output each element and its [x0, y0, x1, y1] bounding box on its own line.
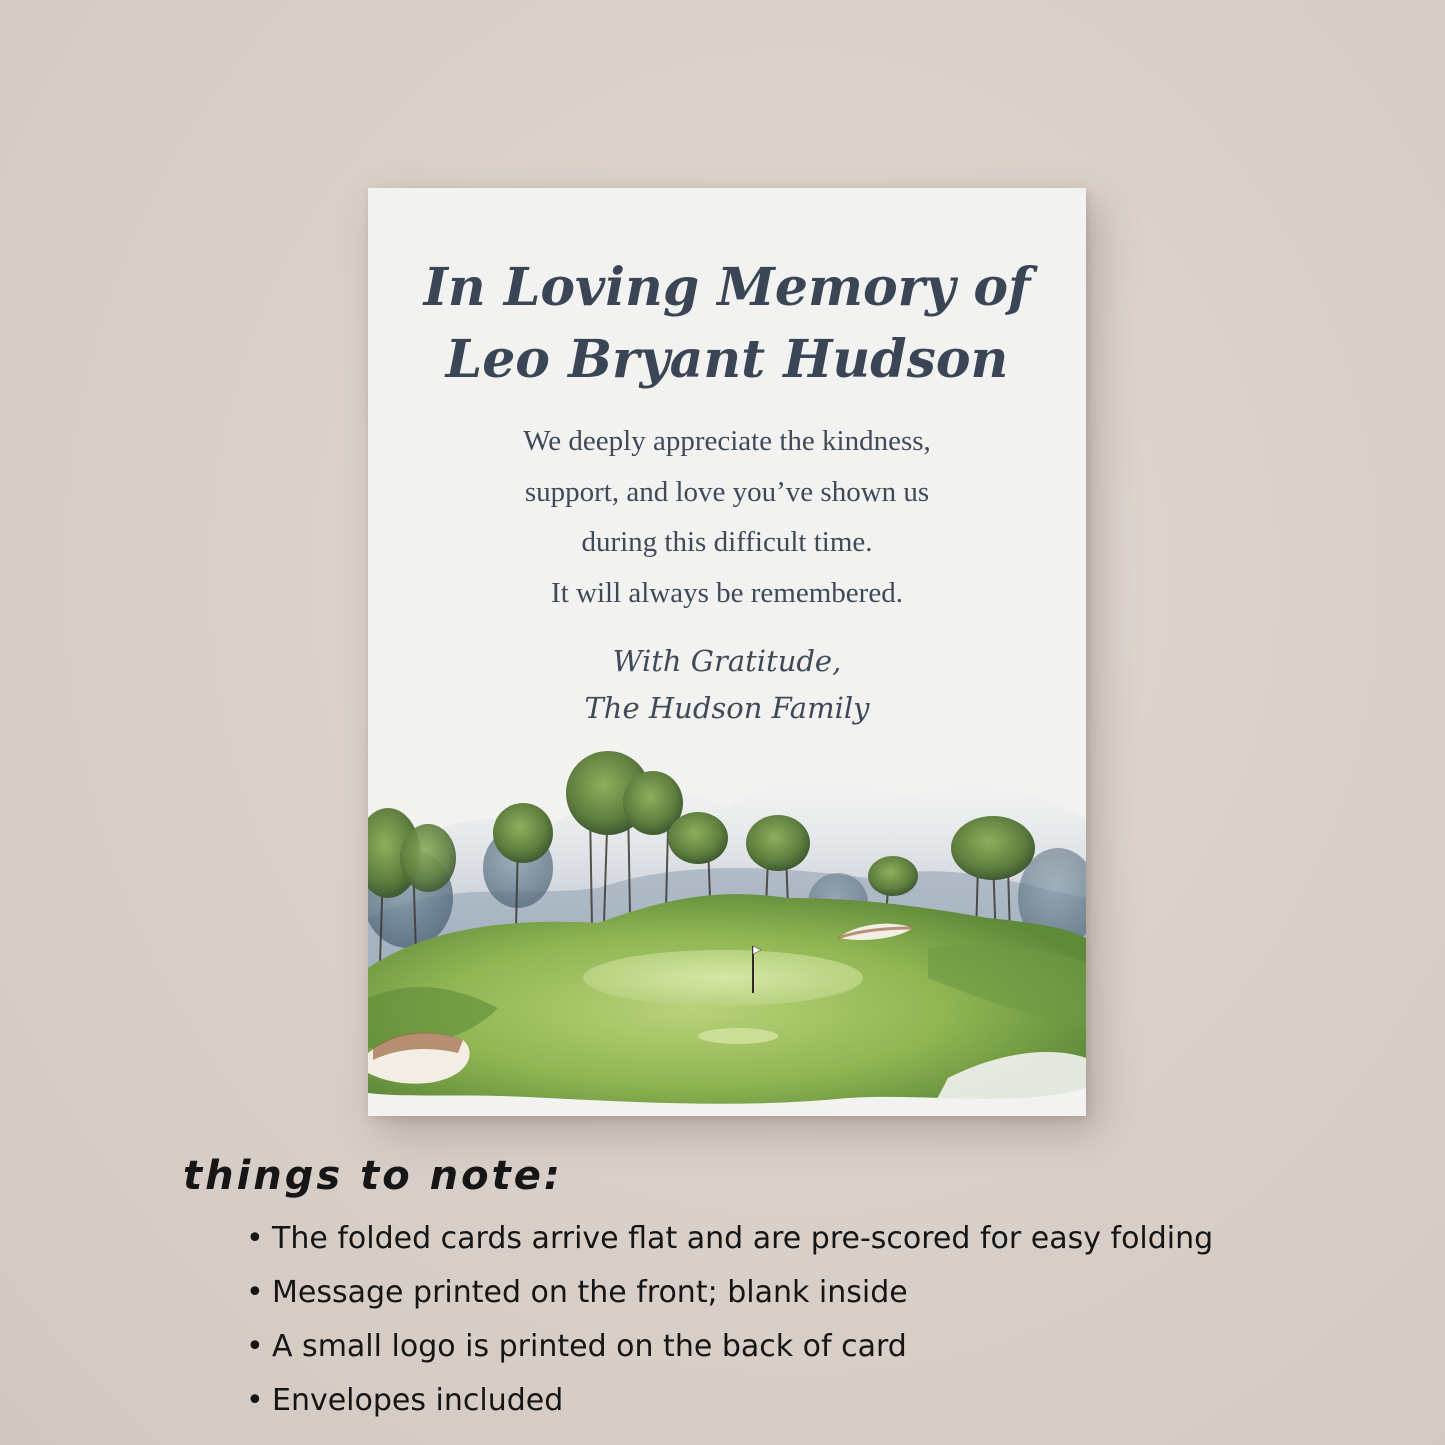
- list-item: [246, 1212, 1213, 1266]
- bullet-icon: •: [246, 1275, 264, 1310]
- list-item: [246, 1266, 1213, 1320]
- note-text: Message printed on the front; blank inside: [272, 1275, 908, 1310]
- card-title-name: Leo Bryant Hudson: [445, 329, 1009, 390]
- notes-heading: things to note:: [183, 1153, 563, 1199]
- card-message-line: during this difficult time.: [581, 526, 873, 558]
- golf-course-watercolor: [368, 748, 1086, 1116]
- memorial-card: [368, 188, 1086, 1116]
- note-text: Envelopes included: [272, 1383, 564, 1418]
- card-signoff-family: The Hudson Family: [584, 691, 870, 725]
- card-title: [368, 252, 1086, 396]
- list-item: [246, 1320, 1213, 1374]
- card-message-line: It will always be remembered.: [551, 576, 903, 609]
- card-message: [368, 416, 1086, 618]
- bullet-icon: •: [246, 1329, 264, 1364]
- card-signoff: [368, 638, 1086, 732]
- card-signoff-line-1: With Gratitude,: [612, 644, 842, 678]
- card-title-line-1: In Loving Memory of: [423, 257, 1031, 318]
- list-item: [246, 1374, 1213, 1428]
- card-message-line: We deeply appreciate the kindness,: [523, 425, 931, 457]
- card-message-line: support, and love you’ve shown us: [524, 475, 930, 508]
- bullet-icon: •: [246, 1383, 264, 1418]
- note-text: The folded cards arrive flat and are pre-scored for easy folding: [272, 1221, 1214, 1256]
- bullet-icon: •: [246, 1221, 264, 1256]
- notes-list: [246, 1212, 1213, 1428]
- note-text: A small logo is printed on the back of card: [272, 1329, 907, 1364]
